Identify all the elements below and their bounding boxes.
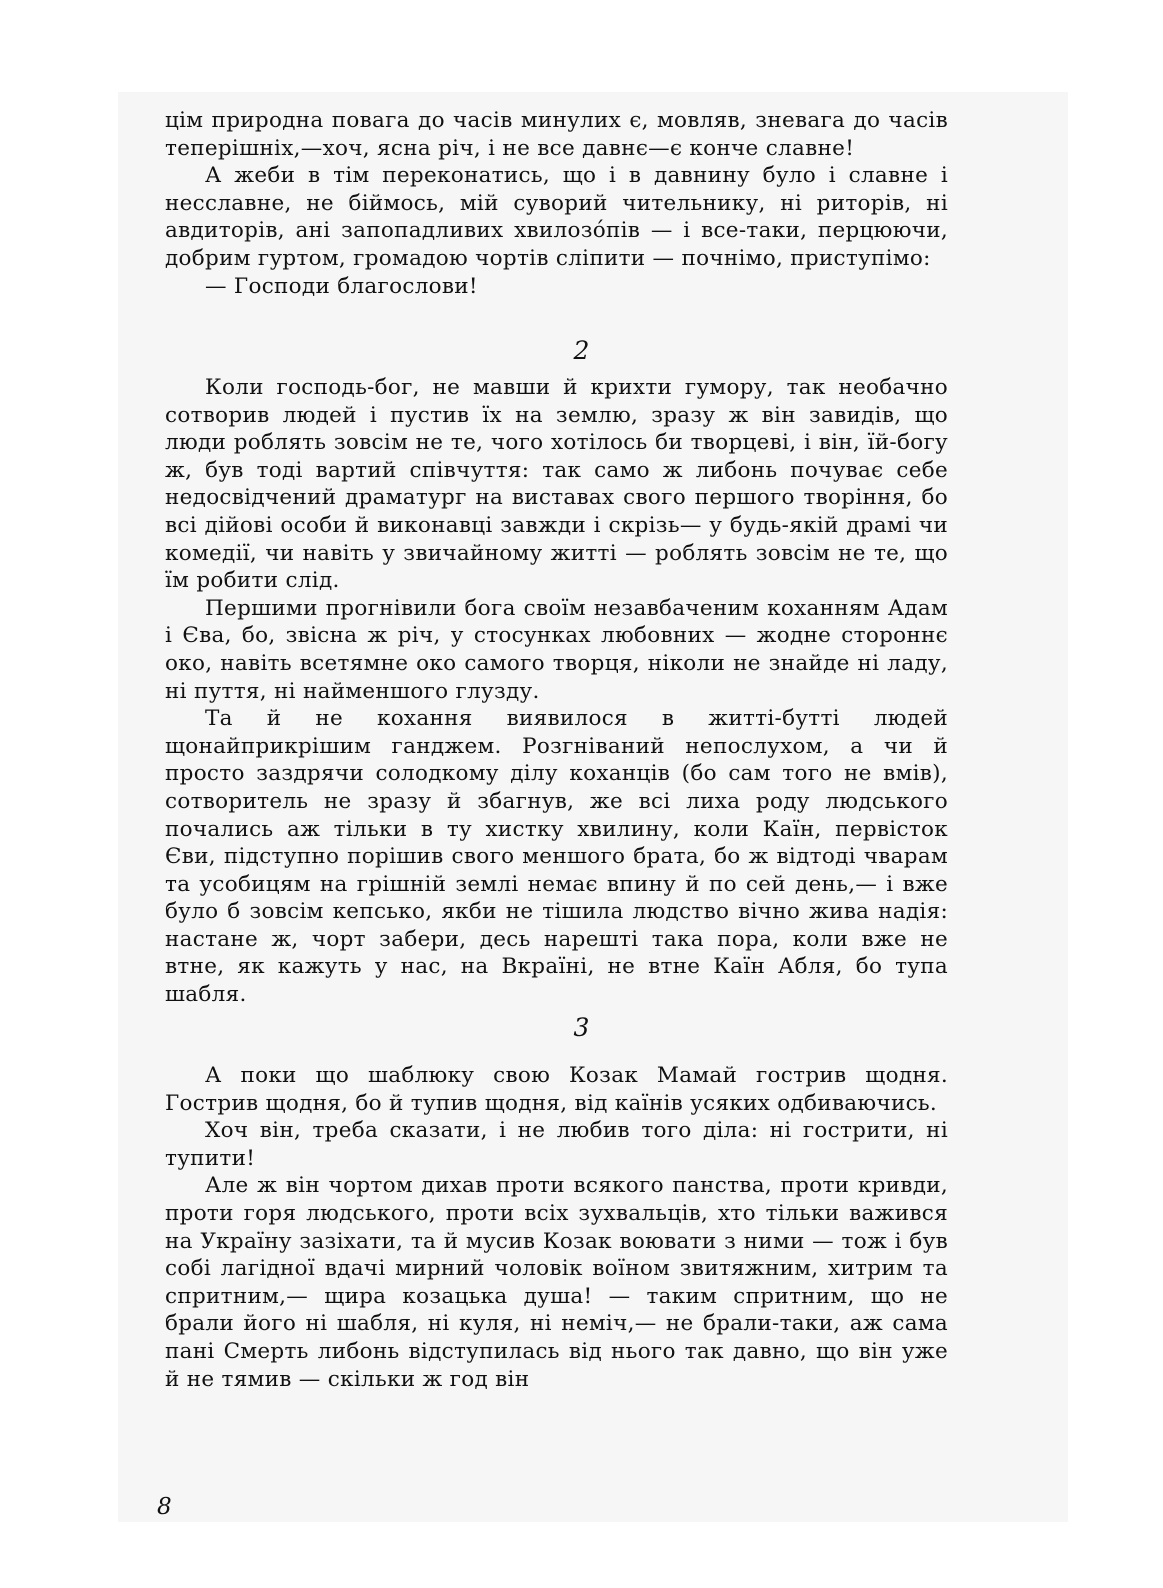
paragraph: А поки що шаблюку свою Козак Мамай гострив щодня. Гострив щодня, бо й тупив щодня, від каїнів усяких одбиваючись.	[165, 1063, 948, 1116]
text-block-2	[165, 374, 948, 1009]
paragraph: Першими прогнівили бога своїм незавбаченим коханням Адам і Єва, бо, звісна ж річ, у стосунках любовних — жодне стороннє око, навіть всетямне око самого творця, ніколи не знайде ні ладу, ні пуття, ні найменшого глузду.	[165, 595, 948, 704]
paragraph: — Господи благослови!	[205, 273, 478, 299]
page-number: 8	[157, 1494, 172, 1520]
text-block-1	[165, 107, 948, 300]
paragraph: А жеби в тім переконатись, що і в давнину було і славне і несславне, не біймось, мій суворий чительнику, ні риторів, ні авдиторів, ані запопадливих хвилозо́пів — і все-таки, перцюючи, добрим гуртом, громадою чортів сліпити — почнімо, приступімо:	[165, 163, 948, 271]
paragraph: цім природна повага до часів минулих є, мовляв, зневага до часів теперішніх,—хоч, ясна річ, і не все давнє—є конче славне!	[165, 108, 948, 161]
section-number-3: 3	[573, 1013, 590, 1042]
paragraph: Хоч він, треба сказати, і не любив того діла: ні гострити, ні тупити!	[165, 1118, 948, 1171]
text-block-3	[165, 1062, 948, 1393]
paragraph: Але ж він чортом дихав проти всякого панства, проти кривди, проти горя людського, проти всіх зухвальців, хто тільки важився на Україну зазіхати, та й мусив Козак воювати з ними — тож і був собі лагідної вдачі мирний чоловік воїном звитяжним, хитрим та спритним,— щира козацька душа! — таким спритним, що не брали його ні шабля, ні куля, ні неміч,— не брали-таки, аж сама пані Смерть либонь відступилась від нього так давно, що він уже й не тямив — скільки ж год він	[165, 1173, 948, 1392]
paragraph: Та й не кохання виявилося в житті-бутті людей щонайприкрішим ганджем. Розгніваний непослухом, а чи й просто заздрячи солодкому ділу коханців (бо сам того не вмів), сотворитель не зразу й збагнув, же всі лиха роду людського почались аж тільки в ту хистку хвилину, коли Каїн, первісток Єви, підступно порішив свого меншого брата, бо ж відтоді чварам та усобицям на грішній землі немає впину й по сей день,— і вже було б зовсім кепсько, якби не тішила людство вічно жива надія: настане ж, чорт забери, десь нарешті така пора, коли вже не втне, як кажуть у нас, на Вкраїні, не втне Каїн Абля, бо тупа шабля.	[165, 706, 948, 1008]
paragraph: Коли господь-бог, не мавши й крихти гумору, так необачно сотворив людей і пустив їх на землю, зразу ж він завидів, що люди роблять зовсім не те, чого хотілось би творцеві, і він, їй-богу ж, був тоді вартий співчуття: так само ж либонь почуває себе недосвідчений драматург на виставах свого першого творіння, бо всі дійові особи й виконавці завжди і скрізь— у будь-якій драмі чи комедії, чи навіть у звичайному житті — роблять зовсім не те, що їм робити слід.	[165, 375, 948, 594]
section-number-2: 2	[573, 336, 590, 365]
